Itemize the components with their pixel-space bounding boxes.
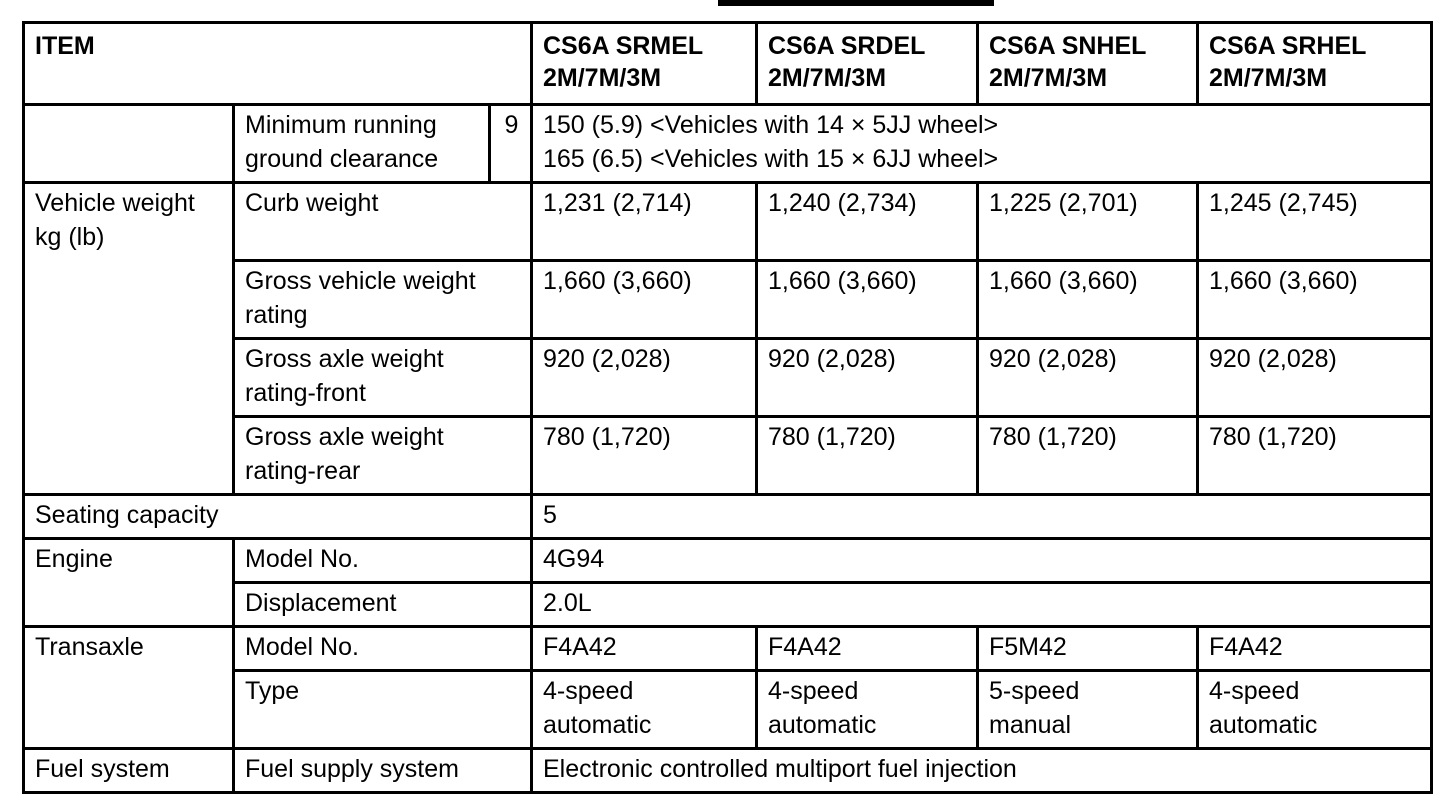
engine-group: Engine [24, 539, 234, 627]
transaxle-type-speed: 4-speed [543, 677, 634, 705]
gvwr-value: 1,660 (3,660) [757, 261, 978, 339]
engine-displacement-label: Displacement [234, 583, 532, 627]
transaxle-model-value: F4A42 [1198, 627, 1432, 671]
header-model-2-name: CS6A SRDEL [768, 32, 926, 60]
gvwr-row [24, 261, 1432, 339]
header-row [24, 23, 1432, 105]
vehicle-weight-group [24, 183, 234, 495]
engine-model-value: 4G94 [532, 539, 1432, 583]
clearance-label-line1: Minimum running [245, 111, 437, 139]
fuel-label: Fuel supply system [234, 749, 532, 793]
gawr-front-value: 920 (2,028) [757, 339, 978, 417]
header-model-4 [1198, 23, 1432, 105]
top-rule [718, 0, 994, 6]
gawr-front-label [234, 339, 532, 417]
fuel-row [24, 749, 1432, 793]
gvwr-label-line1: Gross vehicle weight [245, 267, 476, 295]
gawr-front-value: 920 (2,028) [1198, 339, 1432, 417]
transaxle-type-speed: 4-speed [768, 677, 859, 705]
header-model-4-name: CS6A SRHEL [1209, 32, 1367, 60]
transaxle-model-value: F4A42 [757, 627, 978, 671]
header-model-3-code: 2M/7M/3M [989, 64, 1108, 92]
gawr-rear-label-line2: rating-rear [245, 457, 361, 485]
curb-weight-value: 1,225 (2,701) [978, 183, 1198, 261]
gvwr-label [234, 261, 532, 339]
gawr-rear-row [24, 417, 1432, 495]
transaxle-model-value: F5M42 [978, 627, 1198, 671]
gvwr-value: 1,660 (3,660) [532, 261, 757, 339]
clearance-label-line2: ground clearance [245, 145, 439, 173]
curb-weight-value: 1,245 (2,745) [1198, 183, 1432, 261]
transaxle-type-value [532, 671, 757, 749]
header-model-2-code: 2M/7M/3M [768, 64, 887, 92]
gawr-front-value: 920 (2,028) [532, 339, 757, 417]
vehicle-weight-group-line2: kg (lb) [35, 223, 105, 251]
fuel-value: Electronic controlled multiport fuel injection [532, 749, 1432, 793]
gvwr-value: 1,660 (3,660) [1198, 261, 1432, 339]
transaxle-model-row [24, 627, 1432, 671]
fuel-group: Fuel system [24, 749, 234, 793]
transaxle-type-speed: 4-speed [1209, 677, 1300, 705]
clearance-group-blank [24, 105, 234, 183]
transaxle-type-kind: automatic [1209, 711, 1318, 739]
transaxle-type-kind: manual [989, 711, 1071, 739]
transaxle-type-row [24, 671, 1432, 749]
gawr-front-row [24, 339, 1432, 417]
curb-weight-value: 1,240 (2,734) [757, 183, 978, 261]
curb-weight-label: Curb weight [234, 183, 532, 261]
transaxle-group: Transaxle [24, 627, 234, 749]
transaxle-type-value [978, 671, 1198, 749]
transaxle-type-kind: automatic [543, 711, 652, 739]
seating-value: 5 [532, 495, 1432, 539]
gawr-front-label-line1: Gross axle weight [245, 345, 444, 373]
transaxle-type-value [757, 671, 978, 749]
clearance-ref-number: 9 [490, 105, 532, 183]
transaxle-type-kind: automatic [768, 711, 877, 739]
gawr-rear-value: 780 (1,720) [532, 417, 757, 495]
transaxle-type-speed: 5-speed [989, 677, 1080, 705]
header-model-1 [532, 23, 757, 105]
seating-row [24, 495, 1432, 539]
gawr-rear-label-line1: Gross axle weight [245, 423, 444, 451]
gawr-front-value: 920 (2,028) [978, 339, 1198, 417]
clearance-value-line1: 150 (5.9) <Vehicles with 14 × 5JJ wheel> [543, 111, 999, 139]
clearance-value [532, 105, 1432, 183]
engine-model-label: Model No. [234, 539, 532, 583]
gawr-rear-value: 780 (1,720) [978, 417, 1198, 495]
gawr-front-label-line2: rating-front [245, 379, 366, 407]
gvwr-value: 1,660 (3,660) [978, 261, 1198, 339]
engine-model-row [24, 539, 1432, 583]
clearance-value-line2: 165 (6.5) <Vehicles with 15 × 6JJ wheel> [543, 145, 999, 173]
curb-weight-value: 1,231 (2,714) [532, 183, 757, 261]
header-model-2 [757, 23, 978, 105]
transaxle-type-value [1198, 671, 1432, 749]
transaxle-model-value: F4A42 [532, 627, 757, 671]
vehicle-weight-group-line1: Vehicle weight [35, 189, 195, 217]
gvwr-label-line2: rating [245, 301, 308, 329]
header-model-1-code: 2M/7M/3M [543, 64, 662, 92]
header-model-1-name: CS6A SRMEL [543, 32, 704, 60]
header-model-4-code: 2M/7M/3M [1209, 64, 1328, 92]
curb-weight-row [24, 183, 1432, 261]
clearance-label [234, 105, 490, 183]
transaxle-model-label: Model No. [234, 627, 532, 671]
header-model-3 [978, 23, 1198, 105]
transaxle-type-label: Type [234, 671, 532, 749]
engine-displacement-row [24, 583, 1432, 627]
header-item: ITEM [24, 23, 532, 105]
gawr-rear-value: 780 (1,720) [1198, 417, 1432, 495]
seating-label: Seating capacity [24, 495, 532, 539]
engine-displacement-value: 2.0L [532, 583, 1432, 627]
clearance-row [24, 105, 1432, 183]
header-model-3-name: CS6A SNHEL [989, 32, 1147, 60]
spec-table [22, 21, 1433, 794]
gawr-rear-label [234, 417, 532, 495]
gawr-rear-value: 780 (1,720) [757, 417, 978, 495]
